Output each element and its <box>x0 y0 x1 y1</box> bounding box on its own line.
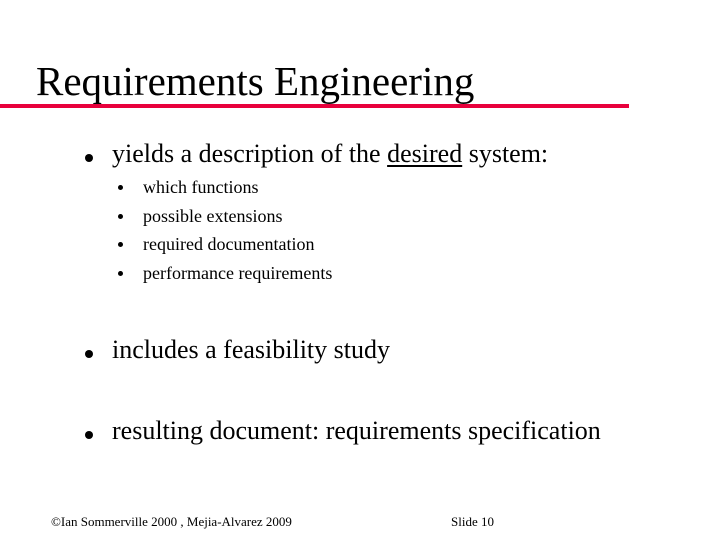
bullet-2-dot-icon <box>85 350 93 358</box>
sub-item-text: which functions <box>143 177 259 197</box>
sub-bullet-dot-icon <box>118 242 123 247</box>
bullet-3-dot-icon <box>85 431 93 439</box>
title-underline <box>0 104 629 108</box>
footer-credit: ©Ian Sommerville 2000 , Mejia-Alvarez 2009 <box>51 514 292 529</box>
bullet-3-text: resulting document: requirements specification <box>112 416 601 445</box>
sub-bullet-dot-icon <box>118 214 123 219</box>
bullet-1-text-end: system: <box>462 139 549 168</box>
sub-bullet-dot-icon <box>118 271 123 276</box>
sub-item-text: required documentation <box>143 234 315 255</box>
sub-item-text: possible extensions <box>143 205 283 226</box>
slide-number: Slide 10 <box>451 514 494 529</box>
bullet-1-dot-icon <box>85 154 93 162</box>
slide-title: Requirements Engineering <box>36 58 475 104</box>
sub-item-text: performance requirements <box>143 262 333 283</box>
bullet-1-text-start: yields a description of the <box>112 139 388 168</box>
sub-bullet-dot-icon <box>118 185 123 190</box>
bullet-1-emphasis: desired <box>387 139 463 168</box>
bullet-1-text <box>112 139 548 169</box>
bullet-2-text: includes a feasibility study <box>112 335 391 364</box>
